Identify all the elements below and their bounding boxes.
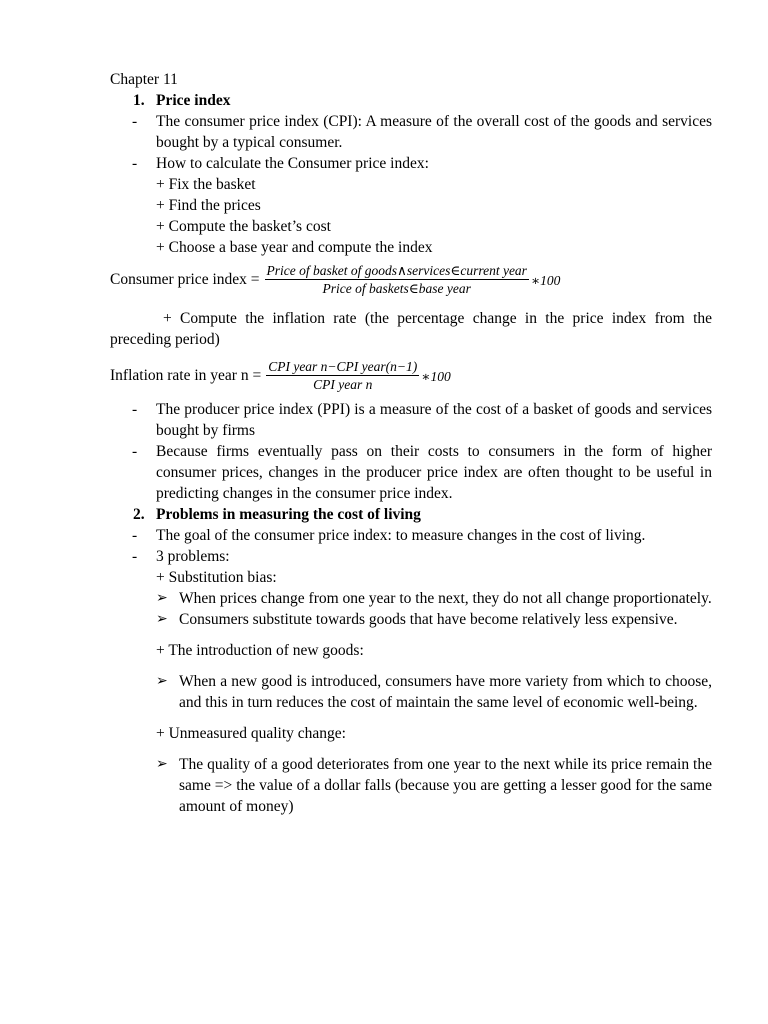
section-2-number: 2. [133,506,145,523]
new-goods-point-1-text: When a new good is introduced, consumers have more variety from which to choose, and this in turn reduces the cost of maintain the same level of economic well-being. [179,673,712,711]
section-1-heading [110,90,712,111]
inflation-formula [110,354,712,396]
cpi-fraction [265,262,529,297]
cpi-formula-label: Consumer price index = [110,270,260,288]
goal-item [110,525,712,546]
dash-bullet: - [132,113,138,130]
cpi-formula [110,258,712,300]
arrow-bullet-icon: ➢ [156,757,168,772]
inflation-intro: + Compute the inflation rate (the percentage change in the price index from the preceding period) [110,310,712,348]
goal-text: The goal of the consumer price index: to measure changes in the cost of living. [156,527,646,544]
ppi-definition-item [110,399,712,441]
ppi-note-item [110,441,712,504]
inflation-multiplier: ∗100 [421,368,451,384]
inflation-fraction [266,358,419,393]
inflation-formula-label: Inflation rate in year n = [110,366,262,384]
step-choose-base-year: + Choose a base year and compute the index [156,239,433,256]
new-goods-point-1 [110,671,712,713]
cpi-definition-item [110,111,712,153]
new-goods-label: + The introduction of new goods: [156,642,364,659]
quality-change-label: + Unmeasured quality change: [156,725,346,742]
substitution-bias-label: + Substitution bias: [156,569,277,586]
problems-item [110,546,712,567]
quality-point-1-text: The quality of a good deteriorates from one year to the next while its price remain the same => the value of a dollar falls (because you are getting a lesser good for the same amount of money) [179,756,712,815]
substitution-point-2 [110,609,712,630]
dash-bullet: - [132,401,138,418]
arrow-bullet-icon: ➢ [156,674,168,689]
cpi-denominator: Price of baskets∈base year [322,280,471,296]
step-fix-basket: + Fix the basket [156,176,256,193]
dash-bullet: - [132,527,138,544]
section-1-number: 1. [133,92,145,109]
cpi-definition-text: The consumer price index (CPI): A measure of the overall cost of the goods and services bought by a typical consumer. [156,113,712,151]
inflation-numerator: CPI year n−CPI year(n−1) [268,358,418,374]
inflation-denominator: CPI year n [313,376,373,392]
chapter-heading: Chapter 11 [110,71,178,88]
how-to-text: How to calculate the Consumer price index: [156,155,429,172]
dash-bullet: - [132,443,138,460]
how-to-item [110,153,712,174]
section-1-title: Price index [156,92,231,109]
substitution-point-1-text: When prices change from one year to the next, they do not all change proportionately. [179,590,712,607]
dash-bullet: - [132,155,138,172]
arrow-bullet-icon: ➢ [156,591,168,606]
section-2-title: Problems in measuring the cost of living [156,506,421,523]
document-body [110,69,712,817]
substitution-point-2-text: Consumers substitute towards goods that have become relatively less expensive. [179,611,678,628]
step-compute-cost: + Compute the basket’s cost [156,218,331,235]
dash-bullet: - [132,548,138,565]
substitution-point-1 [110,588,712,609]
cpi-numerator: Price of basket of goods∧services∈current year [266,262,527,278]
problems-label: 3 problems: [156,548,230,565]
arrow-bullet-icon: ➢ [156,612,168,627]
quality-point-1 [110,754,712,817]
section-2-heading [110,504,712,525]
cpi-multiplier: ∗100 [530,272,561,288]
ppi-note-text: Because firms eventually pass on their costs to consumers in the form of higher consumer prices, changes in the producer price index are often thought to be useful in predicting changes in the consumer price index. [156,443,712,502]
ppi-definition-text: The producer price index (PPI) is a measure of the cost of a basket of goods and services bought by firms [156,401,712,439]
step-find-prices: + Find the prices [156,197,261,214]
